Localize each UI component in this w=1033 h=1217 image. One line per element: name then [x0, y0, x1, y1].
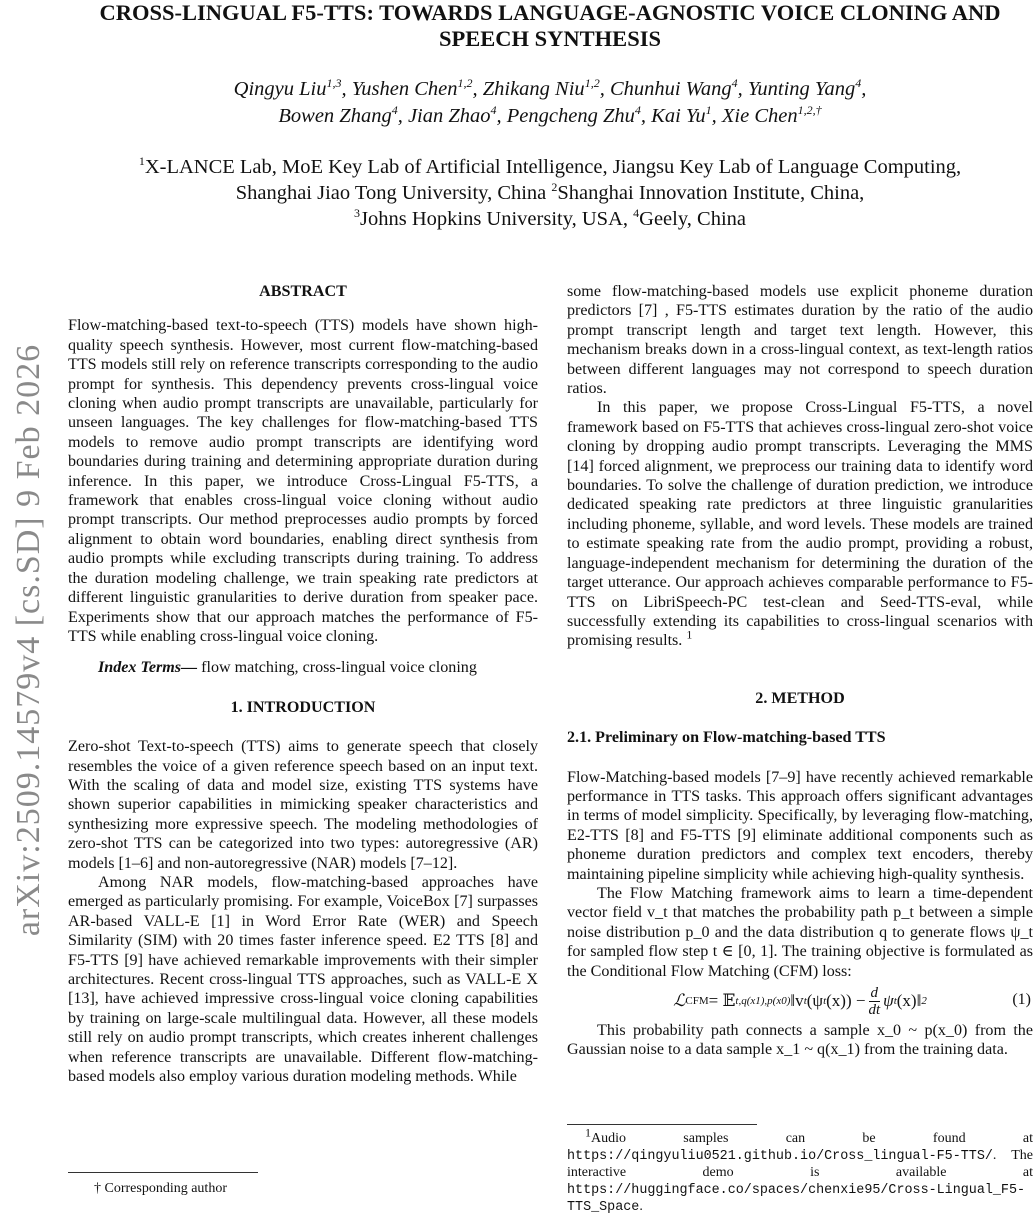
author-name: Yushen Chen	[351, 78, 458, 100]
author-affiliation-marker: 4	[731, 76, 738, 91]
abstract-heading: ABSTRACT	[259, 283, 347, 300]
author-separator: ,	[472, 78, 483, 100]
author-name: Qingyu Liu	[233, 78, 327, 100]
author-separator: ,	[496, 105, 507, 127]
affiliation-line-3: $^3$Johns Hopkins University, USA, $^4$Geely, China	[353, 206, 746, 230]
intro-paragraph-1: Zero-shot Text-to-speech (TTS) aims to generate speech that closely resembles the voice of a given reference speech based on an input text. With the scaling of data and model size, existing TTS systems have shown superior capabilities in mimicking speaker characteristics and synthesizing more expressive speech. The modeling methodologies of zero-shot TTS can be categorized into two types: autoregressive (AR) models [1–6] and non-autoregressive (NAR) models [7–12].	[68, 738, 538, 872]
author-separator: ,	[397, 105, 408, 127]
demo-link[interactable]: https://huggingface.co/spaces/chenxie95/Cross-Lingual_F5-TTS_Space	[567, 1182, 1026, 1215]
author-separator: ,	[861, 78, 867, 100]
author-line-1	[80, 76, 1020, 103]
author-name: Bowen Zhang	[278, 105, 392, 127]
author-separator: ,	[341, 78, 352, 100]
paper-title: CROSS-LINGUAL F5-TTS: TOWARDS LANGUAGE-AGNOSTIC VOICE CLONING AND SPEECH SYNTHESIS	[99, 0, 1001, 51]
author-affiliation-marker: 1	[705, 103, 712, 118]
affiliation-line-2: Shanghai Jiao Tong University, China $^2$Shanghai Innovation Institute, China,	[235, 180, 865, 204]
intro-paragraph-3: In this paper, we propose Cross-Lingual F5-TTS, a novel framework based on F5-TTS that achieves cross-lingual zero-shot voice cloning by dropping audio prompt transcripts. Leveraging the MMS [14] forced alignment, we preprocess our training data to identify word boundaries. To solve the challenge of duration prediction, we introduce dedicated speaking rate predictors at three linguistic granularities including phoneme, syllable, and word levels. These models are trained to estimate speaking rate from the audio prompt, providing a robust, language-independent mechanism for determining the duration of the target utterance. Our approach achieves comparable performance to F5-TTS on LibriSpeech-PC test-clean and Seed-TTS-eval, while successfully extending its capabilities to cross-lingual scenarios with promising results. $^1$	[567, 399, 1033, 650]
author-affiliation-marker: 1,2	[584, 76, 600, 91]
footnote-1: $^1$Audio samples can be found at https://qingyuliu0521.github.io/Cross_lingual-F5-TTS/. The interactive demo is available at https://huggingface.co/spaces/chenxie95/Cross-Lingual_F5-TTS_Space.	[567, 1125, 1033, 1215]
subsection-heading: 2.1. Preliminary on Flow-matching-based TTS	[567, 729, 886, 747]
footnote-marker[interactable]: 1	[686, 627, 693, 642]
affiliations	[80, 154, 1020, 232]
method-paragraph-1: Flow-Matching-based models [7–9] have recently achieved remarkable performance in TTS tasks. This approach offers significant advantages in terms of model simplicity. Specifically, by leveraging flow-matching, E2-TTS [8] and F5-TTS [9] eliminate additional components such as phoneme duration predictors and complex text encoders, thereby maintaining pipeline simplicity while achieving high-quality synthesis.	[567, 768, 1033, 883]
footnote-rule	[68, 1172, 258, 1173]
cfm-equation: ℒ CFM = 𝔼 t,q(x1),p(x0) ‖v t (ψ t (x)) − $\frac{d}{dt}$ ψ t (x)‖ 2 (1)	[673, 984, 1031, 1018]
footnote-rule-right	[567, 1124, 757, 1125]
method-paragraph-2: The Flow Matching framework aims to learn a time-dependent vector field v_t that matches the probability path p_t between a simple noise distribution p_0 and the data distribution q to generate flows ψ_t for sampled flow step t ∈ [0, 1]. The training objective is formulated as the Conditional Flow Matching (CFM) loss:	[567, 884, 1033, 980]
abstract-text: Flow-matching-based text-to-speech (TTS) models have shown high-quality speech synthesis. However, most current flow-matching-based TTS models still rely on reference transcripts corresponding to the audio prompt for synthesis. This dependency prevents cross-lingual voice cloning when audio prompt transcripts are unavailable, particularly for unseen languages. The key challenges for flow-matching-based TTS models to remove audio prompt transcripts are identifying word boundaries during training and determining appropriate duration during inference. In this paper, we introduce Cross-Lingual F5-TTS, a framework that enables cross-lingual voice cloning without audio prompt transcripts. Our method preprocesses audio prompts by forced alignment to obtain word boundaries, enabling direct synthesis from audio prompts while excluding transcripts during training. To address the duration modeling challenge, we train speaking rate predictors at different linguistic granularities to derive duration from speaker pace. Experiments show that our approach matches the performance of F5-TTS while enabling cross-lingual voice cloning.	[68, 317, 538, 645]
author-name: Zhikang Niu	[482, 78, 585, 100]
author-name: Jian Zhao	[407, 105, 491, 127]
author-separator: ,	[737, 78, 748, 100]
index-terms: Index Terms— flow matching, cross-lingual voice cloning	[98, 659, 477, 677]
author-affiliation-marker: 4	[490, 103, 497, 118]
author-separator: ,	[640, 105, 652, 127]
author-line-2	[80, 103, 1020, 130]
corresponding-author-note: † Corresponding author	[94, 1181, 227, 1196]
audio-samples-link[interactable]: https://qingyuliu0521.github.io/Cross_lingual-F5-TTS/	[567, 1148, 993, 1164]
author-affiliation-marker: 1,2,†	[797, 103, 822, 118]
intro-paragraph-2-continued: some flow-matching-based models use explicit phoneme duration predictors [7] , F5-TTS estimates duration by the ratio of the audio prompt transcript length and target text length. However, this mechanism breaks down in a cross-lingual context, as text-length ratios between different languages may not correspond to speech duration ratios.	[567, 283, 1033, 398]
right-column	[567, 282, 1033, 1060]
author-name: Pengcheng Zhu	[506, 105, 635, 127]
author-affiliation-marker: 1,3	[326, 76, 342, 91]
author-separator: ,	[711, 105, 722, 127]
method-heading: 2. METHOD	[755, 689, 845, 707]
affiliation-line-1: $^1$X-LANCE Lab, MoE Key Lab of Artificial Intelligence, Jiangsu Key Lab of Language Computing,	[138, 154, 962, 178]
author-name: Yunting Yang	[747, 78, 856, 100]
intro-paragraph-2: Among NAR models, flow-matching-based approaches have emerged as particularly promising. For example, VoiceBox [7] surpasses AR-based VALL-E [1] in Word Error Rate (WER) and Speech Similarity (SIM) with 20 times faster inference speed. E2 TTS [8] and F5-TTS [9] have achieved remarkable improvements with their simpler architectures. Recent cross-lingual TTS approaches, such as VALL-E X [13], have achieved impressive cross-lingual voice cloning capabilities by training on large-scale multilingual data. However, all these models still rely on audio prompt transcripts, which creates inherent challenges when reference transcripts are unavailable. Different flow-matching-based models also employ various duration modeling methods. While	[68, 873, 538, 1086]
left-column	[68, 282, 538, 1086]
author-affiliation-marker: 4	[855, 76, 862, 91]
right-footnotes	[567, 1124, 1033, 1217]
author-list	[80, 76, 1020, 130]
arxiv-stamp: arXiv:2509.14579v4 [cs.SD] 9 Feb 2026	[10, 343, 47, 937]
author-name: Chunhui Wang	[609, 78, 732, 100]
author-name: Xie Chen	[721, 105, 798, 127]
author-name: Kai Yu	[651, 105, 706, 127]
derivative-fraction: $\frac{d}{dt}$	[868, 984, 881, 1018]
author-affiliation-marker: 1,2	[457, 76, 473, 91]
introduction-heading: 1. INTRODUCTION	[230, 698, 376, 716]
left-footnotes	[68, 1172, 538, 1198]
author-separator: ,	[599, 78, 610, 100]
author-affiliation-marker: 4	[634, 103, 641, 118]
author-affiliation-marker: 4	[391, 103, 398, 118]
method-paragraph-3: This probability path connects a sample x_0 ~ p(x_0) from the Gaussian noise to a data sample x_1 ~ q(x_1) from the training data.	[567, 1022, 1033, 1059]
equation-number: (1)	[1012, 991, 1031, 1008]
